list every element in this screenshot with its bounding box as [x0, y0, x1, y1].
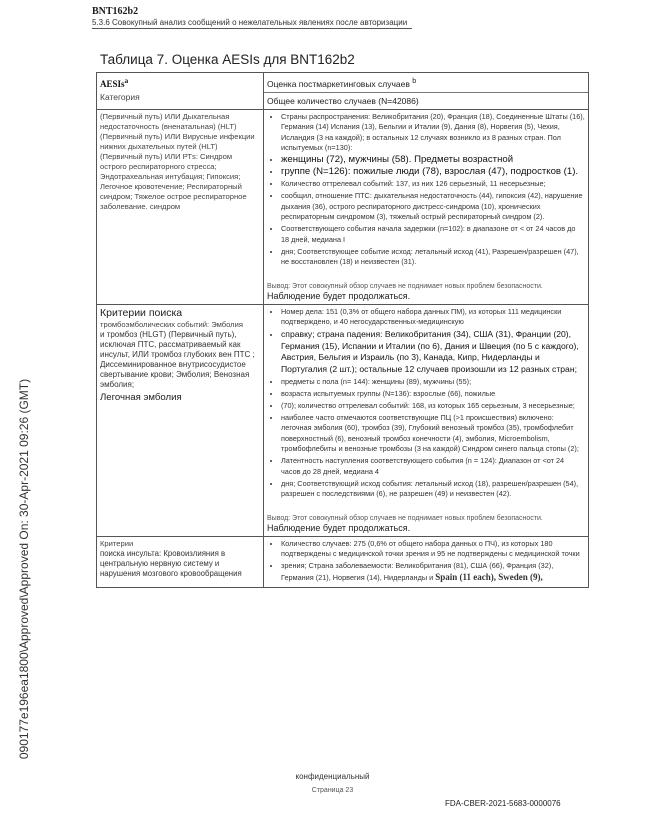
category-text: поиска инсульта: Кровоизлияния в центральную нервную систему и нарушения мозгового кровообращения [100, 548, 242, 578]
header-cell-aesis [97, 73, 264, 110]
table-title: Таблица 7. Оценка AESIs для BNT162b2 [100, 52, 355, 67]
document-title: BNT162b2 [92, 6, 139, 17]
serif-tail-text: Spain (11 each), Sweden (9), [435, 571, 543, 582]
category-text: и тромбоз (HLGT) (Первичный путь), исключая ПТС, рассматриваемый как инсульт, ИЛИ тромбоз глубоких вен ПТС ; Диссеминированное внутрисосудистое свертывание крови; Эмболия; Венозная эмболия; [100, 329, 255, 389]
table-row [97, 304, 589, 536]
document-id: FDA-CBER-2021-5683-0000076 [445, 799, 561, 808]
list-item: • женщины (72), мужчины (58). Предметы возрастной [281, 155, 585, 166]
conclusion-followup: Наблюдение будет продолжаться. [267, 522, 411, 533]
list-item: • возраста испытуемых группы (N=136): взрослые (66), пожилые [281, 389, 585, 400]
conclusion-note: Вывод: Этот совокупный обзор случаев не поднимает новых проблем безопасности. [267, 514, 543, 522]
row-category-respiratory [97, 109, 264, 304]
category-text: Легочная эмболия [100, 391, 182, 403]
list-item: • Количество случаев: 275 (0,6% от общего набора данных о ПЧ), из которых 180 подтверждены с медицинской точки зрения и 95 не подтверждены с медицинской точки [281, 539, 585, 560]
category-text: (Первичный путь) ИЛИ Дыхательная недостаточность (вненатальная) (HLT) (Первичный путь) ИЛИ Вирусные инфекции нижних дыхательных путей (HLT) (Первичный путь) ИЛИ РТs: Синдром острого респираторного стресса; Эндотрахеальная интубация; Гипоксия; Легочное кровотечение; Респираторный синдром; Тяжелое острое респираторное заболевание. синдром [100, 111, 255, 211]
list-item: • справку; страна падения: Великобритания (34), США (31), Франции (20), Германия (15), Испании и Италии (по 6), Дания и Швеция (по 5 с каждого), Австрия, Бельгия и Израиль (по 3), Канада, Кипр, Нидерланды и Португалия (2 шт.); остальные 12 случаев произошли из 12 разных стран; [281, 329, 585, 375]
search-criteria-heading: Критерии поиска [100, 306, 183, 319]
list-item: • дня; Соответствующий исход события: летальный исход (18), разрешен/разрешен (54), разрешен с последствиями (6), не разрешен (49) и неизвестен (42). [281, 479, 585, 500]
table-row [97, 109, 589, 304]
confidential-label: конфиденциальный [295, 772, 370, 781]
list-item: • Номер дела: 151 (0,3% от общего набора данных ПМ), из которых 111 медицински подтверждено, и 40 негосударственных-медицинскую [281, 307, 585, 328]
header-evaluation: Оценка постмаркетинговых случаев [267, 78, 410, 89]
list-item: • Соответствующего события начала задержки (n=102): в диапазоне от < от 24 часов до 18 дней, медиана I [281, 224, 585, 245]
list-item: • сообщил, отношение ПТС: дыхательная недостаточность (44), гипоксия (42), нарушение дыхания (36), острого респираторного дистресс-синдрома (10), хронических респираторным синдромом (3), тяжелый острый респираторный синдром (2). [281, 191, 585, 223]
header-cell-evaluation [264, 73, 589, 110]
header-aesis: AESIs [100, 79, 125, 89]
footnote-marker-a: a [124, 76, 129, 85]
table-row [97, 536, 589, 587]
category-text: тромбоэмболических событий: Эмболия [100, 319, 243, 329]
bullet-list [267, 307, 585, 500]
header-total-cases: Общее количество случаев (N=42086) [264, 92, 588, 107]
header-category: Категория [100, 92, 140, 102]
list-item: • группе (N=126): пожилые люди (78), взрослая (47), подростков (1). [281, 167, 585, 178]
conclusion-note: Вывод: Этот совокупный обзор случаев не поднимает новых проблем безопасности. [267, 282, 543, 290]
list-item: • предметы с пола (n= 144): женщины (89), мужчины (55); [281, 377, 585, 388]
bullet-list [267, 112, 585, 268]
row-evaluation-thromboembolic [264, 304, 589, 536]
bullet-list [267, 539, 585, 584]
list-item: • Количество оттрелевал событий: 137, из них 126 серьезный, 11 несерьезные; [281, 179, 585, 190]
page-number: Страница 23 [311, 787, 354, 794]
aesi-table [96, 72, 589, 588]
row-category-thromboembolic [97, 304, 264, 536]
list-item: • зрения; Страна заболеваемости: Великобритания (81), США (66), Франция (32), Германия (21), Норвегия (14), Нидерланды и Spain (11 each), Sweden (9), [281, 561, 585, 583]
category-text: Критерии [100, 538, 134, 548]
row-evaluation-respiratory [264, 109, 589, 304]
row-evaluation-stroke [264, 536, 589, 587]
approval-stamp: 090177e196ea1800\Approved\Approved On: 30-Apr-2021 09:26 (GMT) [17, 378, 31, 760]
list-item: • Страны распространения: Великобритания (20), Франция (18), Соединенные Штаты (16), Германия (14) Испания (13), Бельгии и Италии (9), Дания (8), Норвегия (5), Чехия, Исландия (3 на каждой); в остальных 12 случаях возникло из 8 разных стран. Пол испытуемых (n=130): [281, 112, 585, 154]
row-category-stroke [97, 536, 264, 587]
list-item: • дня; Соответствующее событие исход: летальный исход (41), Разрешен/разрешен (47), не восстановлен (18) и неизвестен (31). [281, 247, 585, 268]
list-item: • Латентность наступления соответствующего события (n = 124): Диапазон от <от 24 часов до 28 дней, медиана 4 [281, 456, 585, 477]
list-item: • наиболее часто отмечаются соответствующие ПЦ (>1 происшествия) включено: легочная эмболия (60), тромбоз (39), Глубокий венозный тромбоз (35), тромбофлебит поверхностный (6), венозный тромбоз конечности (4), эмболия, Microembolism, тромбофлебиты и венозные тромбозы (3 на каждой) Синдром синего пальца стопы (2); [281, 413, 585, 455]
conclusion-followup: Наблюдение будет продолжаться. [267, 290, 411, 301]
section-subtitle: 5.3.6 Совокупный анализ сообщений о нежелательных явлениях после авторизации [92, 18, 412, 29]
footnote-marker-b: b [412, 77, 417, 85]
list-item: • (70); количество оттрелевал событий: 168, из которых 165 серьезным, 3 несерьезные; [281, 401, 585, 412]
table-header-row [97, 73, 589, 110]
